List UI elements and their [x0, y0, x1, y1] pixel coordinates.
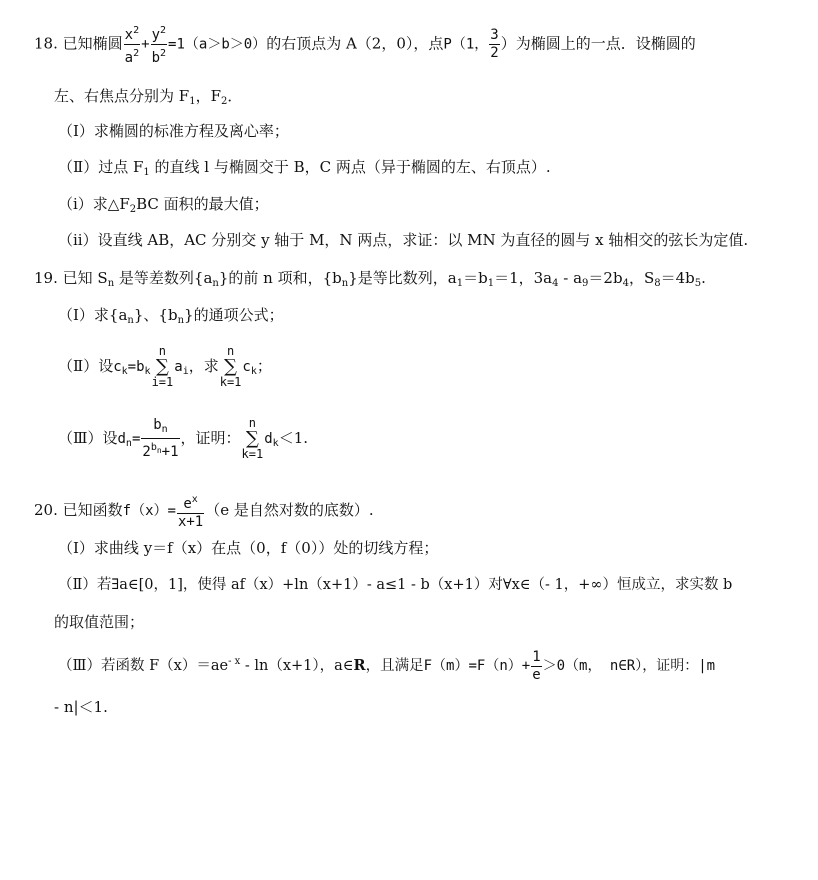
- q20-part3-line2: - n|＜1.: [54, 698, 108, 716]
- q19-sum-ai: n ∑ i=1: [151, 344, 174, 389]
- q20-part2-line2: 的取值范围；: [54, 613, 145, 631]
- q18-intro: 已知椭圆: [62, 34, 123, 53]
- q18-part3: （i）求$\triangle F_2BC$ 面积的最大值；: [58, 195, 269, 215]
- q18-fraction-y: $\frac{y^2}{b^2}$: [151, 25, 167, 66]
- q19-sum-ck: n ∑ k=1: [219, 344, 242, 389]
- q20-part3-line1: （Ⅲ）若函数 $F(x)=ae^{- x} - \ln(x+1)$，a∈R，且满足F（m）=F（n）+ $\frac{1}{e}$ ＞0（m， n∈R），证明：|m: [58, 648, 716, 683]
- q19-sum-dk: n ∑ k=1: [241, 416, 264, 461]
- q19-part1: （Ⅰ）求$\{a_n\}$、$\{b_n\}$的通项公式；: [58, 306, 284, 326]
- q18-part4: （ii）设直线 AB，AC 分别交 y 轴于 M，N 两点，求证：以 MN 为直径的圆与 x 轴相交的弦长为定值.: [58, 231, 749, 249]
- q18-line1: 18. 已知椭圆 $\frac{x^2}{a^2}$ + $\frac{y^2}{b^2}$ =1（a＞b＞0）的右顶点为 A（2，0），点P（1， $\frac{3}{2}$ ）为椭圆上的一点．设椭圆的: [34, 22, 696, 67]
- q18-part2: （Ⅱ）过点 $F_1$ 的直线 l 与椭圆交于 B，C 两点（异于椭圆的左、右顶点）.: [58, 158, 551, 178]
- q18-vertex: 的右顶点为 A（2，0），点: [266, 34, 444, 53]
- q18-fraction-x: $\frac{x^2}{a^2}$: [124, 25, 140, 66]
- q20-fraction-1e: $\frac{1}{e}$: [532, 648, 541, 683]
- q18-line2: 左、右焦点分别为 $F_1$，$F_2$．: [54, 87, 243, 107]
- q19-part2: （Ⅱ）设$c_k=b_k$ n ∑ i=1 $a_i$，求 n ∑ k=1 $c_k$；: [58, 344, 272, 389]
- q18-fraction-point: $\frac{3}{2}$: [490, 27, 499, 61]
- q20-part1: （Ⅰ）求曲线 y＝f（x）在点（0，f（0））处的切线方程；: [58, 539, 439, 557]
- q19-part3: （Ⅲ）设$d_n=$ $\frac{b_n}{2^{b_n}+1}$ ，证明： n ∑ k=1 $d_k<1$.: [58, 416, 309, 461]
- q19-fraction-dn: $\frac{b_n}{2^{b_n}+1}$: [142, 417, 179, 460]
- q20-line1: 20. 已知函数f（x）= $\frac{e^x}{x+1}$ （e 是自然对数的底数）.: [34, 488, 374, 533]
- q18-condition: =1（a＞b＞0）: [168, 36, 267, 53]
- q20-part2-line1: （Ⅱ）若∃a∈[0，1]，使得 af（x）+ln（x+1）- a≤1 - b（x+1）对∀x∈（- 1，+∞）恒成立，求实数 b: [58, 577, 733, 593]
- q19-number: 19.: [34, 269, 58, 287]
- q18-part1: （Ⅰ）求椭圆的标准方程及离心率；: [58, 122, 289, 140]
- q20-fraction-fx: $\frac{e^x}{x+1}$: [177, 494, 204, 530]
- q18-number: 18.: [34, 34, 58, 53]
- q19-line1: 19. 已知 $S_n$ 是等差数列$\{a_n\}$的前 n 项和，$\{b_n\}$是等比数列，$a_1=b_1=1$，$3a_4 - a_9=2b_4$，$S_8=4b_5$.: [34, 269, 706, 289]
- q20-number: 20.: [34, 501, 58, 519]
